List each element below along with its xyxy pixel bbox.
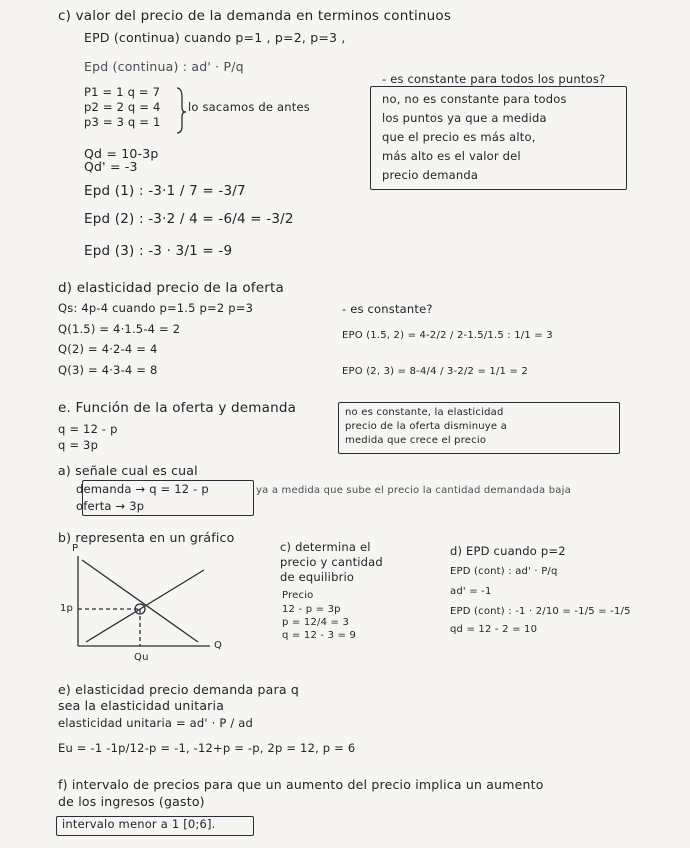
epd-1: Epd (1) : -3·1 / 7 = -3/7 [84, 183, 246, 199]
epo-1-5-2: EPO (1.5, 2) = 4-2/2 / 2-1.5/1.5 : 1/1 = 3 [342, 330, 553, 341]
qd-derivative: Qd' = -3 [84, 159, 138, 174]
answer-line-3: que el precio es más alto, [382, 130, 536, 144]
answer-line-4: más alto es el valor del [382, 149, 521, 163]
section-e-title: e. Función de la oferta y demanda [58, 400, 297, 416]
p-line-1: P1 = 1 q = 7 [84, 85, 161, 99]
answer-line-1: no, no es constante para todos [382, 92, 567, 106]
supply-function: q = 3p [58, 438, 99, 452]
section-c-subtitle: EPD (continua) cuando p=1 , p=2, p=3 , [84, 30, 346, 45]
part-e-title-1: e) elasticidad precio demanda para q [58, 682, 300, 697]
equilibrium-price-tick: 1p [60, 603, 74, 614]
part-c-line-3: p = 12/4 = 3 [282, 617, 350, 628]
brace-mark [177, 88, 186, 133]
part-d-title: d) EPD cuando p=2 [450, 544, 566, 558]
demand-label: demanda → q = 12 - p [76, 482, 209, 496]
part-d-line-3: EPD (cont) : -1 · 2/10 = -1/5 = -1/5 [450, 606, 631, 617]
constant-question: - es constante para todos los puntos? [382, 72, 606, 86]
qd-equation: Qd = 10-3p [84, 146, 159, 161]
part-f-answer: intervalo menor a 1 [0;6]. [62, 817, 216, 831]
part-d-line-4: qd = 12 - 2 = 10 [450, 624, 538, 635]
p-line-3: p3 = 3 q = 1 [84, 115, 161, 129]
demand-note: ya a medida que sube el precio la cantidad demandada baja [256, 485, 571, 496]
part-c-title-1: c) determina el [280, 540, 371, 554]
part-c-title-2: precio y cantidad [280, 555, 383, 569]
epo-2-3: EPO (2, 3) = 8-4/4 / 3-2/2 = 1/1 = 2 [342, 366, 529, 377]
part-e-title-2: sea la elasticidad unitaria [58, 698, 225, 713]
part-b-title: b) representa en un gráfico [58, 530, 235, 545]
part-c-line-2: 12 - p = 3p [282, 604, 341, 615]
q-1-5-line: Q(1.5) = 4·1.5-4 = 2 [58, 322, 181, 336]
d-answer-line-2: precio de la oferta disminuye a [345, 421, 507, 432]
axis-q-label: Q [214, 640, 223, 651]
brace-note: lo sacamos de antes [188, 100, 310, 114]
supply-label: oferta → 3p [76, 499, 145, 513]
supply-curve [86, 570, 204, 642]
d-constant-question: - es constante? [342, 302, 433, 316]
answer-line-2: los puntos ya que a medida [382, 111, 547, 125]
q-2-line: Q(2) = 4·2-4 = 4 [58, 342, 158, 356]
axis-p-label: P [72, 543, 79, 554]
part-f-title-2: de los ingresos (gasto) [58, 794, 205, 809]
section-d-title: d) elasticidad precio de la oferta [58, 280, 284, 296]
epd-continua-formula: Epd (continua) : ad' · P/q [84, 59, 244, 74]
d-answer-line-3: medida que crece el precio [345, 435, 487, 446]
epd-3: Epd (3) : -3 · 3/1 = -9 [84, 243, 233, 259]
part-c-title-3: de equilibrio [280, 570, 355, 584]
answer-line-5: precio demanda [382, 168, 479, 182]
part-c-line-4: q = 12 - 3 = 9 [282, 630, 357, 641]
part-f-title-1: f) intervalo de precios para que un aumento del precio implica un aumento [58, 777, 544, 792]
part-d-line-1: EPD (cont) : ad' · P/q [450, 566, 558, 577]
part-e-calculation: Eu = -1 -1p/12-p = -1, -12+p = -p, 2p = 12, p = 6 [58, 741, 356, 755]
epd-2: Epd (2) : -3·2 / 4 = -6/4 = -3/2 [84, 211, 294, 227]
part-e-formula: elasticidad unitaria = ad' · P / ad [58, 716, 254, 730]
section-c-title: c) valor del precio de la demanda en terminos continuos [58, 8, 452, 24]
equilibrium-quantity-tick: Qu [134, 652, 149, 663]
d-answer-line-1: no es constante, la elasticidad [345, 407, 504, 418]
qs-equation: Qs: 4p-4 cuando p=1.5 p=2 p=3 [58, 301, 254, 315]
q-3-line: Q(3) = 4·3-4 = 8 [58, 363, 158, 377]
p-line-2: p2 = 2 q = 4 [84, 100, 161, 114]
part-d-line-2: ad' = -1 [450, 586, 492, 597]
part-c-line-1: Precio [282, 590, 314, 601]
part-a-title: a) señale cual es cual [58, 463, 198, 478]
demand-function: q = 12 - p [58, 422, 118, 436]
demand-curve [82, 560, 198, 642]
